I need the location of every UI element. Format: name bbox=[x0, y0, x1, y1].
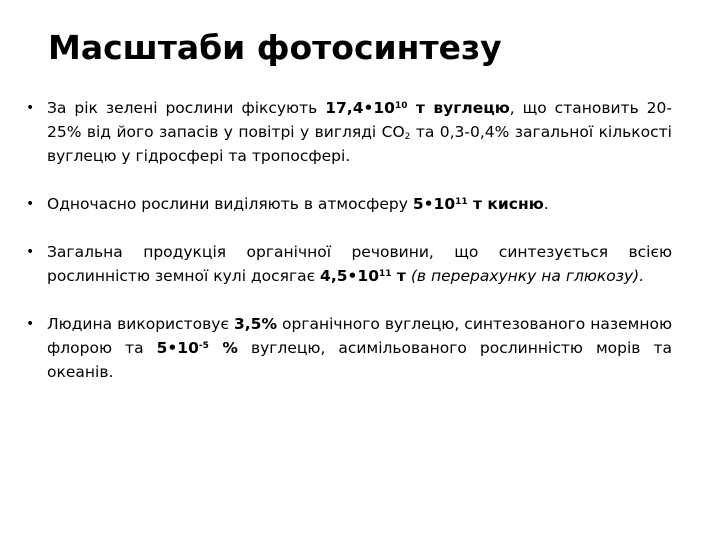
text: органічного вуглецю, синтезованого наземною флорою та bbox=[47, 315, 672, 357]
bullet-marker: • bbox=[26, 244, 35, 260]
bullet-marker: • bbox=[26, 100, 35, 116]
value-oxygen: 5•10 bbox=[412, 195, 456, 213]
subscript: 2 bbox=[404, 132, 411, 142]
text: За рік зелені рослини фіксують bbox=[47, 99, 326, 117]
bullet-human-use bbox=[26, 312, 672, 384]
unit-carbon: т вуглецю bbox=[407, 99, 510, 117]
unit-percent: % bbox=[208, 339, 238, 357]
exponent: 11 bbox=[455, 197, 468, 207]
bullet-list bbox=[26, 96, 672, 408]
exponent: 10 bbox=[394, 101, 408, 111]
note-glucose: (в перерахунку на глюкозу). bbox=[405, 267, 645, 285]
text: Одночасно рослини виділяють в атмосферу bbox=[47, 195, 413, 213]
text: Людина використовує bbox=[47, 315, 234, 333]
slide-title: Масштаби фотосинтезу bbox=[48, 28, 502, 67]
value-ocean: 5•10 bbox=[156, 339, 199, 357]
text: та 0,3-0,4% загальної кількості вуглецю у гідросфері та тропосфері. bbox=[47, 123, 672, 165]
unit-tonnes: т bbox=[391, 267, 406, 285]
unit-oxygen: т кисню bbox=[467, 195, 544, 213]
text: вуглецю, асимільованого рослинністю морів та океанів. bbox=[47, 339, 672, 381]
value-organic: 4,5•10 bbox=[320, 267, 379, 285]
text: , що становить 20-25% від його запасів у повітрі у вигляді СО bbox=[47, 99, 672, 141]
bullet-carbon-fixation bbox=[26, 96, 672, 168]
value-land-percent: 3,5% bbox=[234, 315, 277, 333]
bullet-marker: • bbox=[26, 316, 35, 332]
exponent: 11 bbox=[378, 269, 392, 279]
text: Загальна продукція органічної речовини, що синтезується всією рослинністю земної кулі досягає bbox=[47, 243, 672, 285]
bullet-organic-production bbox=[26, 240, 672, 288]
bullet-marker: • bbox=[26, 196, 35, 212]
exponent: -5 bbox=[198, 341, 209, 351]
text: . bbox=[543, 195, 549, 213]
value-carbon-fixed: 17,4•10 bbox=[325, 99, 395, 117]
bullet-oxygen-release bbox=[26, 192, 672, 216]
